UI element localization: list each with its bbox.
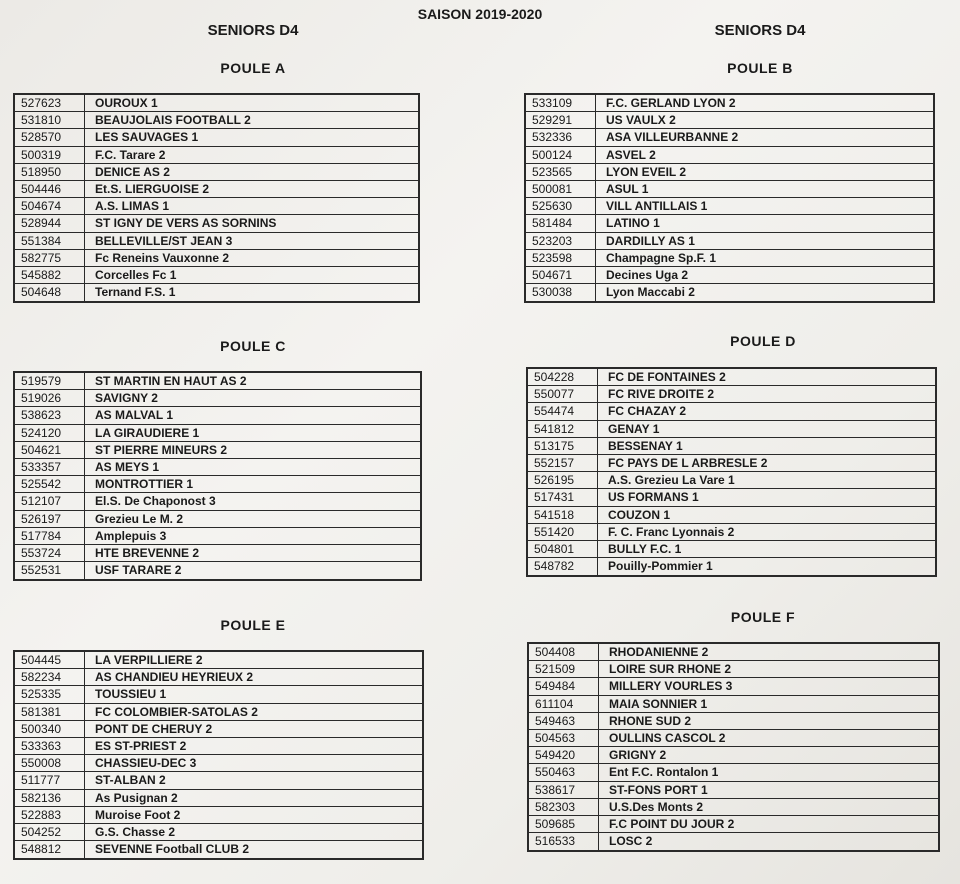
right-column-header: SENIORS D4 [714, 22, 806, 39]
team-row [529, 696, 938, 713]
team-row [15, 841, 422, 858]
club-code: 533363 [15, 738, 85, 754]
club-code: 519026 [15, 390, 85, 406]
team-name: LOSC 2 [609, 834, 653, 849]
team-row [15, 528, 420, 545]
team-row [528, 386, 935, 403]
team-row [15, 284, 418, 301]
team-row [15, 807, 422, 824]
team-row [528, 421, 935, 438]
club-code: 513175 [528, 438, 598, 454]
team-row [526, 198, 933, 215]
club-code: 533357 [15, 459, 85, 475]
club-code: 528944 [15, 215, 85, 231]
club-code: 524120 [15, 425, 85, 441]
club-code: 525335 [15, 686, 85, 702]
club-code: 519579 [15, 373, 85, 389]
team-name: VILL ANTILLAIS 1 [606, 199, 708, 214]
club-code: 530038 [526, 284, 596, 301]
club-code: 545882 [15, 267, 85, 283]
club-code: 504671 [526, 267, 596, 283]
club-code: 551384 [15, 233, 85, 249]
team-name: Amplepuis 3 [95, 528, 167, 543]
club-code: 517431 [528, 489, 598, 505]
team-name: Ent F.C. Rontalon 1 [609, 765, 719, 780]
team-name: AS MEYS 1 [95, 459, 160, 474]
team-name: SAVIGNY 2 [95, 391, 158, 406]
team-row [15, 562, 420, 579]
team-row [15, 112, 418, 129]
poule-f-title: POULE F [730, 609, 796, 625]
club-code: 500124 [526, 147, 596, 163]
team-row [526, 147, 933, 164]
team-row [15, 267, 418, 284]
team-name: BEAUJOLAIS FOOTBALL 2 [95, 113, 251, 128]
team-name: Fc Reneins Vauxonne 2 [95, 250, 230, 265]
team-name: RHONE SUD 2 [609, 713, 692, 728]
club-code: 552531 [15, 562, 85, 579]
team-row [15, 652, 422, 669]
club-code: 582136 [15, 790, 85, 806]
team-row [15, 493, 420, 510]
team-name: F.C. GERLAND LYON 2 [606, 96, 736, 110]
club-code: 554474 [528, 403, 598, 419]
team-row [15, 425, 420, 442]
team-name: BELLEVILLE/ST JEAN 3 [95, 233, 233, 248]
season-title: SAISON 2019-2020 [417, 6, 543, 22]
club-code: 549420 [529, 747, 599, 763]
team-name: A.S. Grezieu La Vare 1 [608, 473, 735, 488]
team-row [526, 164, 933, 181]
team-row [526, 215, 933, 232]
club-code: 523203 [526, 233, 596, 249]
team-row [529, 799, 938, 816]
team-name: U.S.Des Monts 2 [609, 799, 704, 814]
team-row [15, 215, 418, 232]
team-name: GENAY 1 [608, 421, 660, 436]
poule-d-title: POULE D [730, 333, 796, 349]
team-row [15, 95, 418, 112]
team-row [15, 545, 420, 562]
club-code: 504446 [15, 181, 85, 197]
team-row [15, 686, 422, 703]
club-code: 509685 [529, 816, 599, 832]
poule-b-title: POULE B [727, 60, 793, 76]
team-row [15, 373, 420, 390]
team-row [15, 755, 422, 772]
team-row [15, 198, 418, 215]
team-row [528, 524, 935, 541]
team-row [529, 661, 938, 678]
poule-e-title: POULE E [220, 617, 286, 633]
club-code: 552157 [528, 455, 598, 471]
club-code: 553724 [15, 545, 85, 561]
club-code: 504252 [15, 824, 85, 840]
team-row [528, 541, 935, 558]
club-code: 504674 [15, 198, 85, 214]
team-row [526, 267, 933, 284]
club-code: 581484 [526, 215, 596, 231]
club-code: 549463 [529, 713, 599, 729]
left-column-header: SENIORS D4 [207, 22, 299, 39]
club-code: 523598 [526, 250, 596, 266]
team-name: BULLY F.C. 1 [608, 541, 682, 556]
team-name: Decines Uga 2 [606, 267, 689, 282]
team-name: SEVENNE Football CLUB 2 [95, 842, 250, 857]
club-code: 504445 [15, 652, 85, 668]
poule-d-table [526, 367, 937, 577]
team-row [15, 669, 422, 686]
team-name: ASA VILLEURBANNE 2 [606, 130, 739, 145]
club-code: 532336 [526, 129, 596, 145]
team-row [529, 833, 938, 850]
club-code: 504801 [528, 541, 598, 557]
team-row [529, 713, 938, 730]
club-code: 529291 [526, 112, 596, 128]
club-code: 538617 [529, 782, 599, 798]
team-name: G.S. Chasse 2 [95, 824, 176, 839]
team-name: Et.S. LIERGUOISE 2 [95, 181, 210, 196]
team-row [15, 147, 418, 164]
team-name: ST MARTIN EN HAUT AS 2 [95, 374, 247, 388]
team-name: ASVEL 2 [606, 147, 656, 162]
club-code: 521509 [529, 661, 599, 677]
club-code: 522883 [15, 807, 85, 823]
club-code: 512107 [15, 493, 85, 509]
team-name: DARDILLY AS 1 [606, 233, 695, 248]
team-name: OULLINS CASCOL 2 [609, 730, 726, 745]
team-row [15, 233, 418, 250]
club-code: 517784 [15, 528, 85, 544]
team-row [529, 747, 938, 764]
team-name: FC RIVE DROITE 2 [608, 387, 715, 402]
poule-c-title: POULE C [220, 338, 286, 354]
team-name: LA GIRAUDIERE 1 [95, 425, 200, 440]
team-name: A.S. LIMAS 1 [95, 199, 170, 214]
team-row [528, 558, 935, 575]
team-name: RHODANIENNE 2 [609, 645, 709, 659]
team-row [15, 772, 422, 789]
team-row [15, 407, 420, 424]
team-name: MAIA SONNIER 1 [609, 696, 708, 711]
team-name: F.C. Tarare 2 [95, 147, 166, 162]
team-row [15, 442, 420, 459]
team-row [526, 250, 933, 267]
club-code: 582303 [529, 799, 599, 815]
team-row [15, 459, 420, 476]
team-name: FC COLOMBIER-SATOLAS 2 [95, 704, 258, 719]
team-name: OUROUX 1 [95, 96, 158, 110]
team-row [529, 782, 938, 799]
club-code: 582234 [15, 669, 85, 685]
team-name: As Pusignan 2 [95, 790, 178, 805]
club-code: 526197 [15, 511, 85, 527]
team-name: Pouilly-Pommier 1 [608, 559, 713, 574]
team-name: FC DE FONTAINES 2 [608, 370, 726, 384]
club-code: 500340 [15, 721, 85, 737]
team-row [526, 181, 933, 198]
team-row [529, 678, 938, 695]
club-code: 541812 [528, 421, 598, 437]
team-name: ASUL 1 [606, 181, 649, 196]
team-name: DENICE AS 2 [95, 164, 170, 179]
team-name: AS MALVAL 1 [95, 408, 174, 423]
team-row [15, 824, 422, 841]
team-name: Champagne Sp.F. 1 [606, 250, 717, 265]
poule-e-table [13, 650, 424, 860]
team-name: BESSENAY 1 [608, 438, 683, 453]
club-code: 518950 [15, 164, 85, 180]
team-row [526, 284, 933, 301]
team-row [15, 250, 418, 267]
team-name: F. C. Franc Lyonnais 2 [608, 524, 735, 539]
club-code: 541518 [528, 507, 598, 523]
team-row [15, 738, 422, 755]
club-code: 550008 [15, 755, 85, 771]
team-row [529, 816, 938, 833]
poule-a-title: POULE A [220, 60, 286, 76]
poule-c-table [13, 371, 422, 581]
club-code: 531810 [15, 112, 85, 128]
team-row [15, 390, 420, 407]
club-code: 523565 [526, 164, 596, 180]
team-name: LES SAUVAGES 1 [95, 130, 199, 145]
team-name: PONT DE CHERUY 2 [95, 721, 213, 736]
team-row [15, 511, 420, 528]
team-name: ST-FONS PORT 1 [609, 782, 708, 797]
club-code: 548812 [15, 841, 85, 858]
poule-f-table [527, 642, 940, 852]
club-code: 527623 [15, 95, 85, 111]
team-row [15, 790, 422, 807]
team-row [528, 403, 935, 420]
club-code: 511777 [15, 772, 85, 788]
team-row [526, 129, 933, 146]
club-code: 528570 [15, 129, 85, 145]
club-code: 525542 [15, 476, 85, 492]
team-name: US VAULX 2 [606, 113, 676, 128]
team-row [15, 164, 418, 181]
club-code: 504648 [15, 284, 85, 301]
team-name: Lyon Maccabi 2 [606, 285, 695, 300]
team-row [15, 476, 420, 493]
team-name: CHASSIEU-DEC 3 [95, 756, 197, 771]
team-name: AS CHANDIEU HEYRIEUX 2 [95, 670, 254, 685]
team-name: Muroise Foot 2 [95, 807, 181, 822]
team-row [526, 233, 933, 250]
club-code: 500319 [15, 147, 85, 163]
club-code: 533109 [526, 95, 596, 111]
club-code: 549484 [529, 678, 599, 694]
team-name: LOIRE SUR RHONE 2 [609, 662, 732, 677]
poule-b-table [524, 93, 935, 303]
team-name: HTE BREVENNE 2 [95, 545, 200, 560]
team-row [528, 369, 935, 386]
club-code: 611104 [529, 696, 599, 712]
team-row [529, 730, 938, 747]
team-name: ST-ALBAN 2 [95, 773, 166, 788]
team-name: LA VERPILLIERE 2 [95, 653, 203, 667]
team-row [15, 129, 418, 146]
team-row [528, 438, 935, 455]
club-code: 551420 [528, 524, 598, 540]
team-row [528, 507, 935, 524]
club-code: 500081 [526, 181, 596, 197]
club-code: 525630 [526, 198, 596, 214]
team-name: ST IGNY DE VERS AS SORNINS [95, 216, 277, 231]
club-code: 550077 [528, 386, 598, 402]
club-code: 504228 [528, 369, 598, 385]
team-row [528, 489, 935, 506]
team-name: MONTROTTIER 1 [95, 477, 193, 492]
team-row [529, 764, 938, 781]
club-code: 504408 [529, 644, 599, 660]
club-code: 538623 [15, 407, 85, 423]
team-name: FC PAYS DE L ARBRESLE 2 [608, 455, 768, 470]
poule-a-table [13, 93, 420, 303]
team-name: FC CHAZAY 2 [608, 404, 687, 419]
team-name: El.S. De Chaponost 3 [95, 494, 216, 509]
team-name: COUZON 1 [608, 507, 671, 522]
club-code: 526195 [528, 472, 598, 488]
team-row [528, 455, 935, 472]
team-row [526, 112, 933, 129]
team-name: ES ST-PRIEST 2 [95, 738, 187, 753]
team-row [15, 721, 422, 738]
club-code: 548782 [528, 558, 598, 575]
team-name: ST PIERRE MINEURS 2 [95, 442, 228, 457]
club-code: 504563 [529, 730, 599, 746]
team-row [528, 472, 935, 489]
team-row [15, 704, 422, 721]
team-name: GRIGNY 2 [609, 748, 667, 763]
team-name: Grezieu Le M. 2 [95, 511, 184, 526]
team-name: MILLERY VOURLES 3 [609, 679, 733, 694]
team-name: US FORMANS 1 [608, 490, 699, 505]
team-name: LATINO 1 [606, 216, 660, 231]
team-row [529, 644, 938, 661]
team-name: Ternand F.S. 1 [95, 285, 176, 300]
club-code: 550463 [529, 764, 599, 780]
team-name: USF TARARE 2 [95, 563, 182, 578]
team-name: F.C POINT DU JOUR 2 [609, 816, 735, 831]
team-name: TOUSSIEU 1 [95, 687, 167, 702]
team-row [15, 181, 418, 198]
club-code: 582775 [15, 250, 85, 266]
club-code: 581381 [15, 704, 85, 720]
club-code: 516533 [529, 833, 599, 850]
team-name: LYON EVEIL 2 [606, 164, 687, 179]
club-code: 504621 [15, 442, 85, 458]
team-row [526, 95, 933, 112]
team-name: Corcelles Fc 1 [95, 267, 177, 282]
